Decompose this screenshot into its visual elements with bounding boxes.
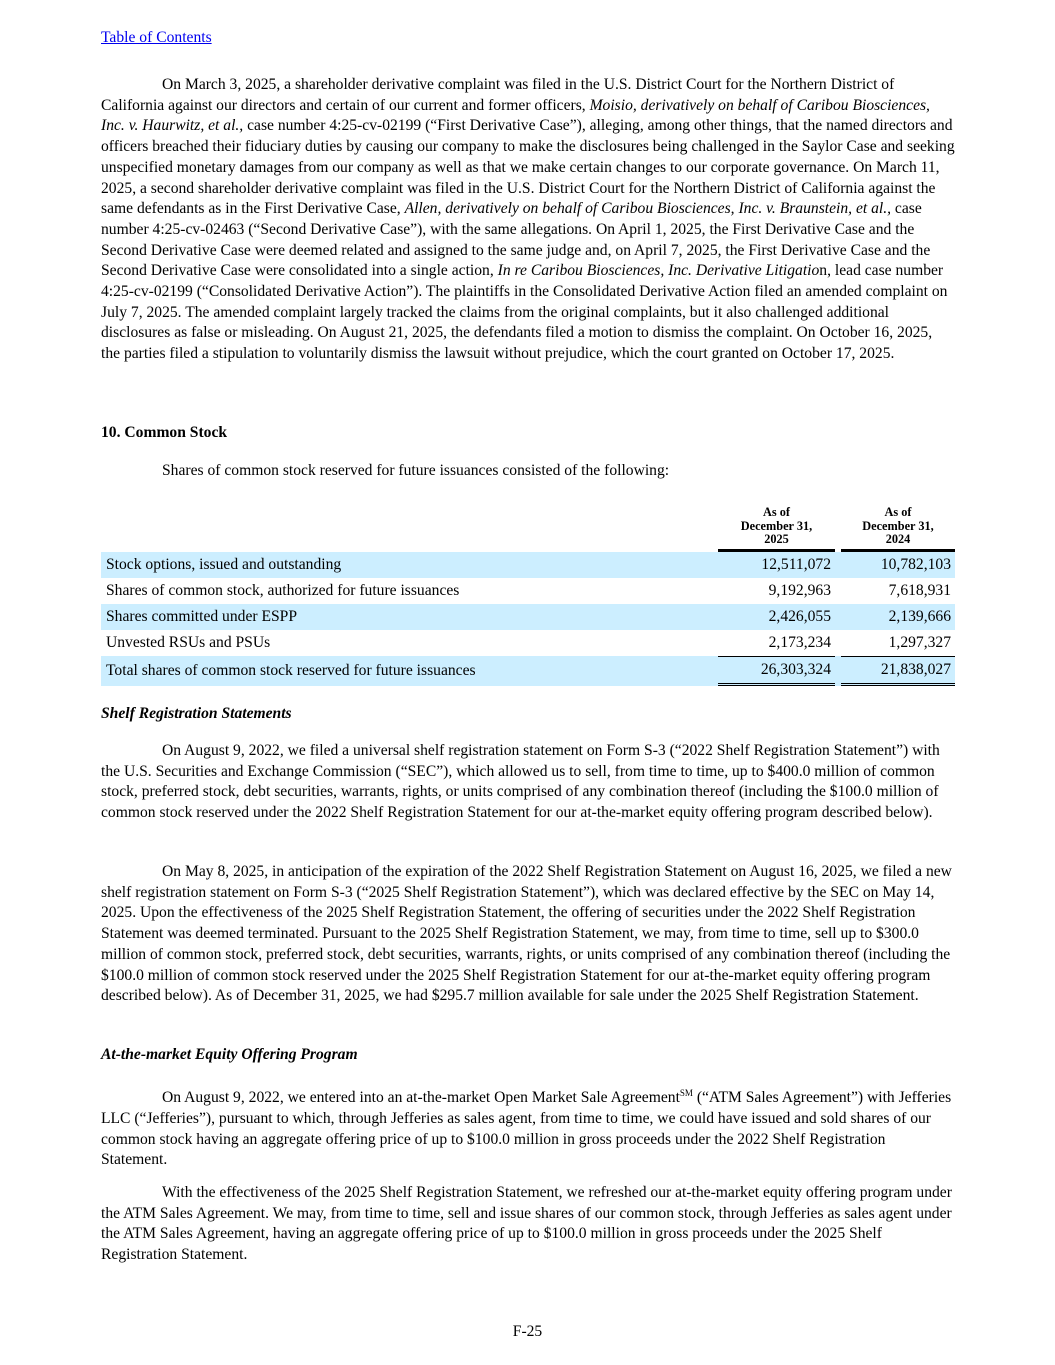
text: On August 9, 2022, we entered into an at-the-market Open Market Sale Agreement [162, 1089, 680, 1107]
value-2025: 2,426,055 [718, 604, 835, 630]
shelf-paragraph-2: On May 8, 2025, in anticipation of the expiration of the 2022 Shelf Registration Statement on August 16, 2025, we filed a new shelf registration statement on Form S-3 (“2025 Shelf Registration Statement”), which was declared effective by the SEC on May 14, 2025. Upon the effectiveness of the 2025 Shelf Registration Statement, the offering of securities under the 2022 Shelf Registration Statement was deemed terminated. Pursuant to the 2025 Shelf Registration Statement, we may, from time to time, sell up to $300.0 million of common stock, preferred stock, debt securities, warrants, rights, or units comprised of any combination thereof (including the $100.0 million of common stock reserved under the 2025 Shelf Registration Statement for our at-the-market equity offering program described below). As of December 31, 2025, we had $295.7 million available for sale under the 2025 Shelf Registration Statement. [101, 863, 952, 1005]
row-label: Unvested RSUs and PSUs [106, 633, 271, 651]
table-row [101, 604, 955, 630]
case-name: Allen, derivatively on behalf of Caribou Biosciences, Inc. v. Braunstein, et al., [404, 200, 892, 218]
case-name: Moisio, derivatively on behalf of Caribou Biosciences, Inc. v. Haurwitz, et al., [101, 96, 930, 135]
value-2025: 9,192,963 [768, 581, 831, 599]
row-label: Shares committed under ESPP [101, 604, 718, 630]
table-of-contents-link[interactable]: Table of Contents [101, 29, 212, 46]
header-line: As of [884, 505, 912, 519]
case-name: In re Caribou Biosciences, Inc. Derivative Litigatio [497, 262, 820, 280]
value-2024: 7,618,931 [888, 581, 951, 599]
derivative-litigation-paragraph [101, 75, 955, 365]
text: n, lead case number 4:25-cv-02199 (“Consolidated Derivative Action”). The plaintiffs in the Consolidated Derivative Action filed an amended complaint on July 7, 2025. The amended complaint largely tracked the claims from the original complaints, but it also challenged additional disclosures as false or misleading. On August 21, 2025, the defendants filed a motion to dismiss the complaint. On October 16, 2025, the parties filed a stipulation to voluntarily dismiss the lawsuit without prejudice, which the court granted on October 17, 2025. [101, 262, 948, 363]
table-row [101, 630, 955, 656]
row-label: Shares of common stock, authorized for future issuances [106, 581, 460, 599]
table-row [101, 552, 955, 578]
table-total-row [101, 656, 955, 686]
text: case number 4:25-cv-02199 (“First Derivative Case”), alleging, among other things, that the named directors and officers breached their fiduciary duties by causing our company to make the disclosures being challenged in the Saylor Case and seeking unspecified monetary damages from our company as well as that we make certain changes to our corporate governance. On March 11, 2025, a second shareholder derivative complaint was filed in the U.S. District Court for the Northern District of California against the same defendants as in the First Derivative Case, [101, 117, 955, 218]
shelf-paragraph-1: On August 9, 2022, we filed a universal shelf registration statement on Form S-3 (“2022 Shelf Registration Statement”) with the U.S. Securities and Exchange Commission (“SEC”), which allowed us to sell, from time to time, up to $400.0 million of common stock, preferred stock, debt securities, warrants, rights, or units comprised of any combination thereof (including the $100.0 million of common stock reserved under the 2022 Shelf Registration Statement for our at-the-market equity offering program described below). [101, 742, 940, 822]
column-header-2025 [718, 506, 835, 552]
value-2024: 2,139,666 [841, 604, 955, 630]
header-line: December 31, [740, 518, 813, 533]
header-line: 2024 [885, 532, 911, 546]
total-2025: 26,303,324 [718, 656, 835, 686]
header-line: December 31, [862, 518, 934, 533]
text: On March 3, 2025, a shareholder derivative complaint was filed in the U.S. District Court for the Northern District of California against our directors and certain of our current and former officers, [101, 76, 895, 114]
header-line: As of [763, 505, 790, 519]
reserved-shares-table [101, 506, 955, 686]
table-header-row [101, 506, 955, 552]
page-number: F-25 [512, 1323, 543, 1340]
common-stock-intro: Shares of common stock reserved for future issuances consisted of the following: [162, 462, 670, 479]
text: (“ATM Sales Agreement”) with Jefferies LLC (“Jefferies”), pursuant to which, through Jefferies as sales agent, from time to time, we could have issued and sold shares of our common stock having an aggregate offering price of up to $100.0 million in gross proceeds under the 2022 Shelf Registration Statement. [101, 1089, 952, 1169]
section-title-shelf-registration: Shelf Registration Statements [101, 705, 292, 722]
row-label: Total shares of common stock reserved for future issuances [101, 656, 718, 686]
value-2024: 10,782,103 [841, 552, 955, 578]
table-row [101, 578, 955, 604]
row-label: Stock options, issued and outstanding [101, 552, 718, 578]
text: case number 4:25-cv-02463 (“Second Derivative Case”), with the same allegations. On April 1, 2025, the First Derivative Case and the Second Derivative Case were deemed related and assigned to the same judge and, on April 7, 2025, the First Derivative Case and the Second Derivative Case were consolidated into a single action, [101, 200, 931, 280]
value-2024: 1,297,327 [888, 633, 951, 651]
service-mark: SM [679, 1088, 693, 1098]
value-2025: 12,511,072 [718, 552, 835, 578]
atm-paragraph-2: With the effectiveness of the 2025 Shelf Registration Statement, we refreshed our at-the-market equity offering program under the ATM Sales Agreement. We may, from time to time, sell and issue shares of our common stock, through Jefferies as sales agent under the ATM Sales Agreement, having an aggregate offering price of up to $100.0 million in gross proceeds under the 2025 Shelf Registration Statement. [101, 1184, 952, 1264]
value-2025: 2,173,234 [768, 633, 831, 651]
atm-paragraph-1 [101, 1083, 955, 1171]
label-header [101, 506, 718, 552]
header-line: 2025 [764, 532, 789, 546]
section-title-common-stock: 10. Common Stock [101, 424, 228, 441]
total-2024: 21,838,027 [841, 656, 955, 686]
column-header-2024 [841, 506, 955, 552]
section-title-atm-program: At-the-market Equity Offering Program [101, 1046, 358, 1063]
